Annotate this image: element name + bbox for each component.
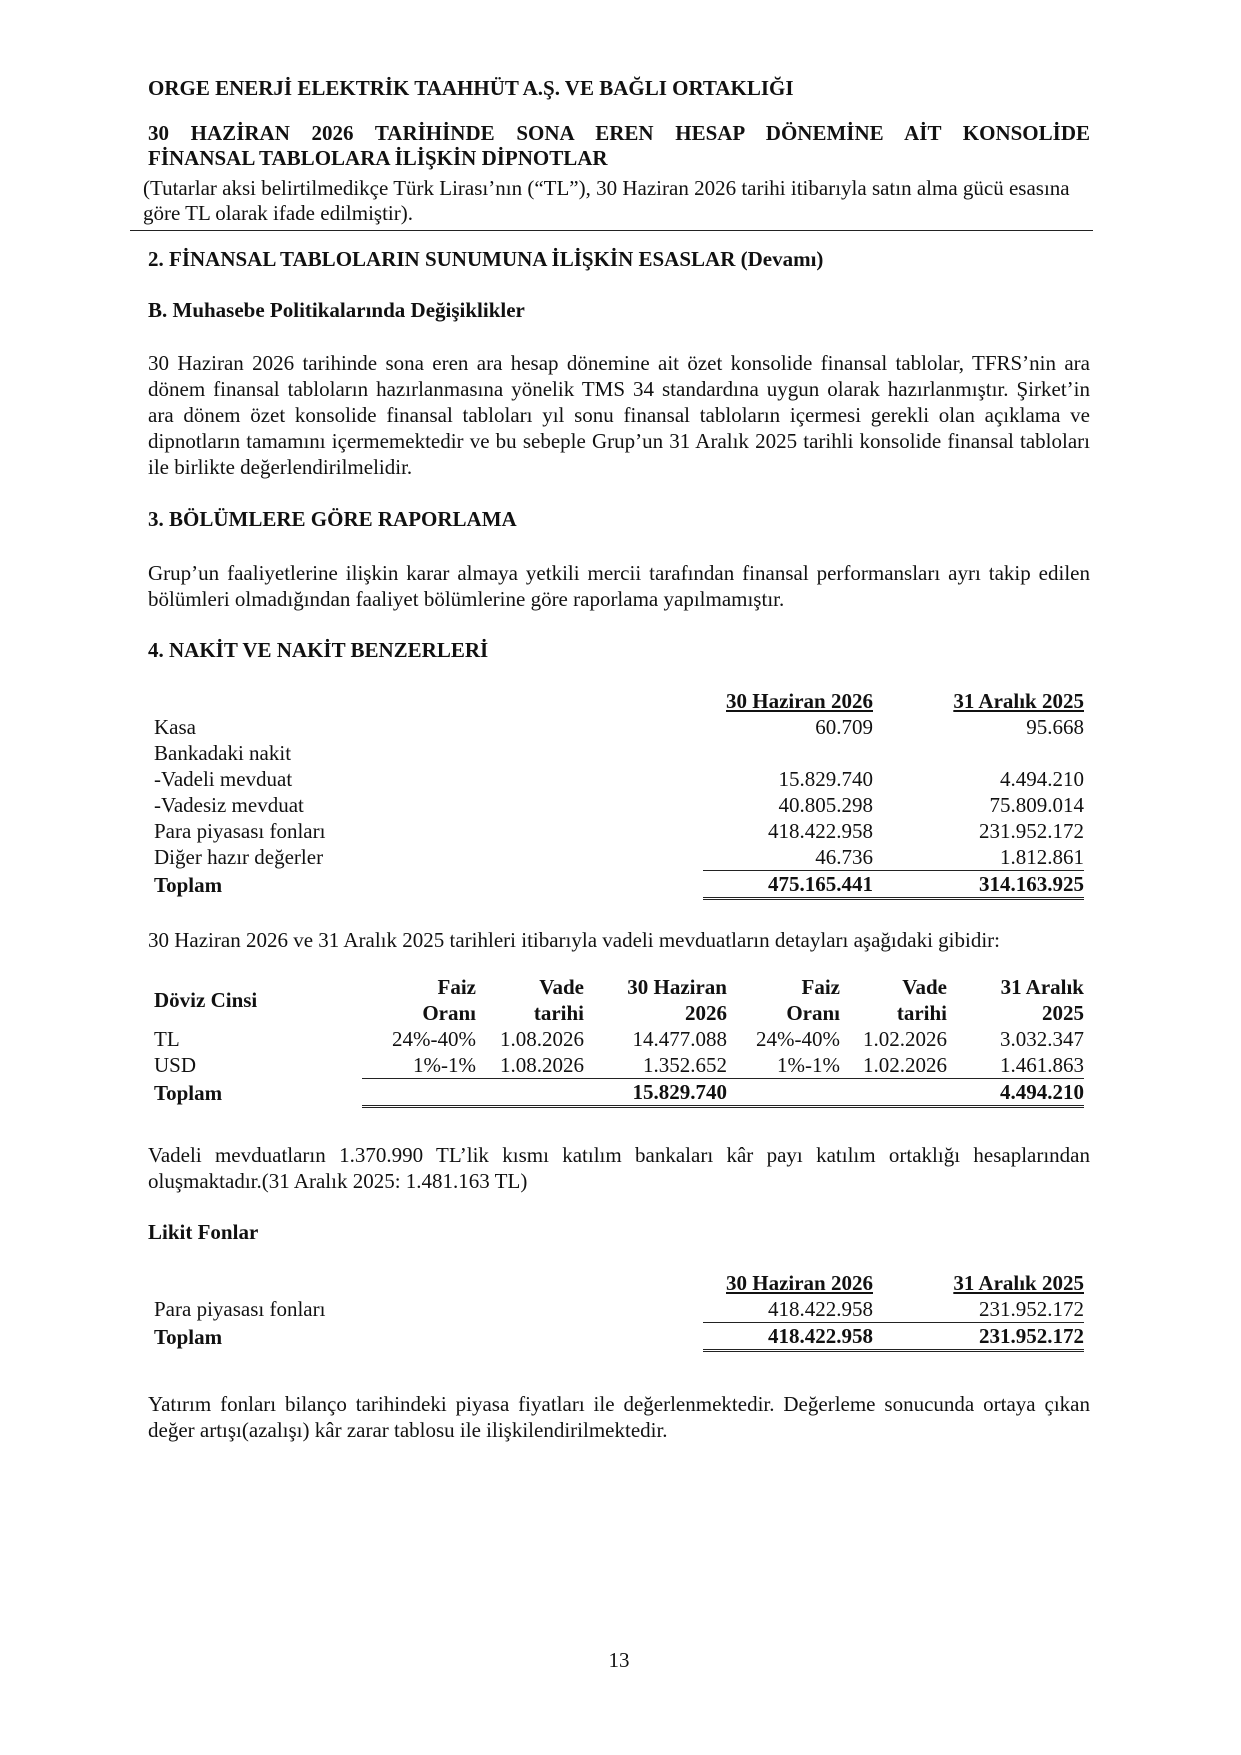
section-2b-paragraph: 30 Haziran 2026 tarihinde sona eren ara hesap dönemine ait özet konsolide finansal tablolar, TFRS’nin ara dönem finansal tabloların hazırlanmasına yönelik TMS 34 standardına uygun olarak hazırlanmıştır. Şirket’in ara dönem özet konsolide finansal tabloları yıl sonu finansal tabloların içermesi gerekli olan açıklama ve dipnotların tamamını içermemektedir ve bu sebeple Grup’un 31 Aralık 2025 tarihli konsolide finansal tabloları ile birlikte değerlendirilmelidir. xyxy=(148,351,1090,479)
due-date-cell: 1.08.2026 xyxy=(500,1027,584,1051)
rate-cell: 24%-40% xyxy=(756,1027,840,1051)
total-label: Toplam xyxy=(154,872,223,897)
time-deposits-table xyxy=(154,974,1084,1108)
currency-cell: TL xyxy=(154,1027,180,1051)
value-cell: 40.805.298 xyxy=(778,793,873,817)
total-label: Toplam xyxy=(154,1324,223,1349)
value-cell: 46.736 xyxy=(815,845,873,869)
value-cell: 418.422.958 xyxy=(768,1297,873,1321)
rate-cell: 1%-1% xyxy=(777,1053,840,1077)
section-4-heading: 4. NAKİT VE NAKİT BENZERLERİ xyxy=(148,638,489,662)
deposit-note: Vadeli mevduatların 1.370.990 TL’lik kısmı katılım bankaları kâr payı katılım ortaklığı hesaplarından oluşmaktadır.(31 Aralık 2025: 1.481.163 TL) xyxy=(148,1143,1090,1193)
column-header: 2026 xyxy=(685,1001,727,1025)
section-3-paragraph: Grup’un faaliyetlerine ilişkin karar almaya yetkili mercii tarafından finansal performansları ayrı takip edilen bölümleri olmadığından faaliyet bölümlerine göre raporlama yapılmamıştır. xyxy=(148,561,1090,611)
column-header: 31 Aralık 2025 xyxy=(953,1271,1084,1295)
amount-cell: 1.352.652 xyxy=(643,1053,727,1077)
value-cell: 1.812.861 xyxy=(1000,845,1084,869)
column-header: Oranı xyxy=(422,1001,476,1025)
column-header: Oranı xyxy=(786,1001,840,1025)
document-title xyxy=(148,121,1090,171)
due-date-cell: 1.02.2026 xyxy=(863,1027,947,1051)
value-cell: 95.668 xyxy=(1026,715,1084,739)
value-cell: 231.952.172 xyxy=(979,1297,1084,1321)
table-row xyxy=(154,818,1084,844)
row-label: Diğer hazır değerler xyxy=(154,845,324,870)
value-cell xyxy=(703,740,873,766)
total-value: 231.952.172 xyxy=(979,1324,1084,1348)
page-number: 13 xyxy=(608,1648,630,1672)
table-row xyxy=(154,1026,1084,1052)
row-label: -Vadesiz mevduat xyxy=(154,793,304,817)
table-header-row xyxy=(154,1270,1084,1296)
row-label: Para piyasası fonları xyxy=(154,1297,326,1322)
column-header: tarihi xyxy=(533,1001,584,1025)
due-date-cell: 1.08.2026 xyxy=(500,1053,584,1077)
document-title-line-1: 30 HAZİRAN 2026 TARİHİNDE SONA EREN HESAP DÖNEMİNE AİT KONSOLİDE xyxy=(148,121,1090,145)
row-label: -Vadeli mevduat xyxy=(154,767,293,791)
value-cell xyxy=(893,740,1084,766)
header-divider xyxy=(130,230,1093,231)
table-row xyxy=(154,740,1084,766)
value-cell: 15.829.740 xyxy=(778,767,873,791)
column-header: 31 Aralık 2025 xyxy=(953,689,1084,713)
amount-cell: 3.032.347 xyxy=(1000,1027,1084,1051)
column-header: Faiz xyxy=(437,975,476,999)
currency-cell: USD xyxy=(154,1053,197,1078)
column-header: 30 Haziran 2026 xyxy=(726,689,873,713)
column-header: 30 Haziran 2026 xyxy=(726,1271,873,1295)
column-header: 31 Aralık xyxy=(1000,975,1084,999)
row-label: Kasa xyxy=(154,715,196,739)
liquid-funds-heading: Likit Fonlar xyxy=(148,1220,259,1244)
due-date-cell: 1.02.2026 xyxy=(863,1053,947,1077)
section-2b-subheading: B. Muhasebe Politikalarında Değişiklikler xyxy=(148,298,525,322)
table-row xyxy=(154,1052,1084,1079)
column-header: Faiz xyxy=(801,975,840,999)
closing-paragraph: Yatırım fonları bilanço tarihindeki piyasa fiyatları ile değerlenmektedir. Değerleme sonucunda ortaya çıkan değer artışı(azalışı) kâr zarar tablosu ile ilişkilendirilmektedir. xyxy=(148,1392,1090,1442)
table-row xyxy=(154,714,1084,740)
row-label: Bankadaki nakit xyxy=(154,741,292,765)
column-header: tarihi xyxy=(896,1001,947,1025)
column-header: 30 Haziran xyxy=(627,975,727,999)
column-header: Vade xyxy=(902,975,947,999)
table-row xyxy=(154,844,1084,871)
column-header: 2025 xyxy=(1042,1001,1084,1025)
rate-cell: 24%-40% xyxy=(392,1027,476,1051)
liquid-funds-table xyxy=(154,1270,1084,1352)
section-2-heading: 2. FİNANSAL TABLOLARIN SUNUMUNA İLİŞKİN ESASLAR (Devamı) xyxy=(148,247,824,271)
total-value: 4.494.210 xyxy=(947,1079,1084,1107)
company-name: ORGE ENERJİ ELEKTRİK TAAHHÜT A.Ş. VE BAĞLI ORTAKLIĞI xyxy=(148,76,794,100)
deposit-intro: 30 Haziran 2026 ve 31 Aralık 2025 tarihleri itibarıyla vadeli mevduatların detayları aşağıdaki gibidir: xyxy=(148,928,1000,952)
table-header-row xyxy=(154,974,1084,1000)
value-cell: 75.809.014 xyxy=(989,793,1084,817)
row-label: Para piyasası fonları xyxy=(154,819,326,843)
value-cell: 231.952.172 xyxy=(979,819,1084,843)
column-header: Vade xyxy=(539,975,584,999)
amount-cell: 14.477.088 xyxy=(632,1027,727,1051)
total-label: Toplam xyxy=(154,1080,223,1105)
table-total-row xyxy=(154,871,1084,899)
amount-cell: 1.461.863 xyxy=(1000,1053,1084,1077)
document-title-line-2: FİNANSAL TABLOLARA İLİŞKİN DİPNOTLAR xyxy=(148,146,608,170)
currency-note: (Tutarlar aksi belirtilmedikçe Türk Lirası’nın (“TL”), 30 Haziran 2026 tarihi itibarıyla satın alma gücü esasına göre TL olarak ifade edilmiştir). xyxy=(143,176,1070,225)
currency-header: Döviz Cinsi xyxy=(154,988,258,1012)
table-total-row xyxy=(154,1323,1084,1351)
table-row xyxy=(154,1296,1084,1323)
table-row xyxy=(154,766,1084,792)
section-3-heading: 3. BÖLÜMLERE GÖRE RAPORLAMA xyxy=(148,507,517,531)
total-value: 418.422.958 xyxy=(768,1324,873,1348)
total-value: 314.163.925 xyxy=(979,872,1084,896)
value-cell: 418.422.958 xyxy=(768,819,873,843)
table-row xyxy=(154,792,1084,818)
total-value: 475.165.441 xyxy=(768,872,873,896)
cash-equivalents-table xyxy=(154,688,1084,900)
table-header-row xyxy=(154,688,1084,714)
table-total-row xyxy=(154,1079,1084,1107)
rate-cell: 1%-1% xyxy=(413,1053,476,1077)
value-cell: 60.709 xyxy=(815,715,873,739)
total-value: 15.829.740 xyxy=(584,1079,727,1107)
value-cell: 4.494.210 xyxy=(1000,767,1084,791)
